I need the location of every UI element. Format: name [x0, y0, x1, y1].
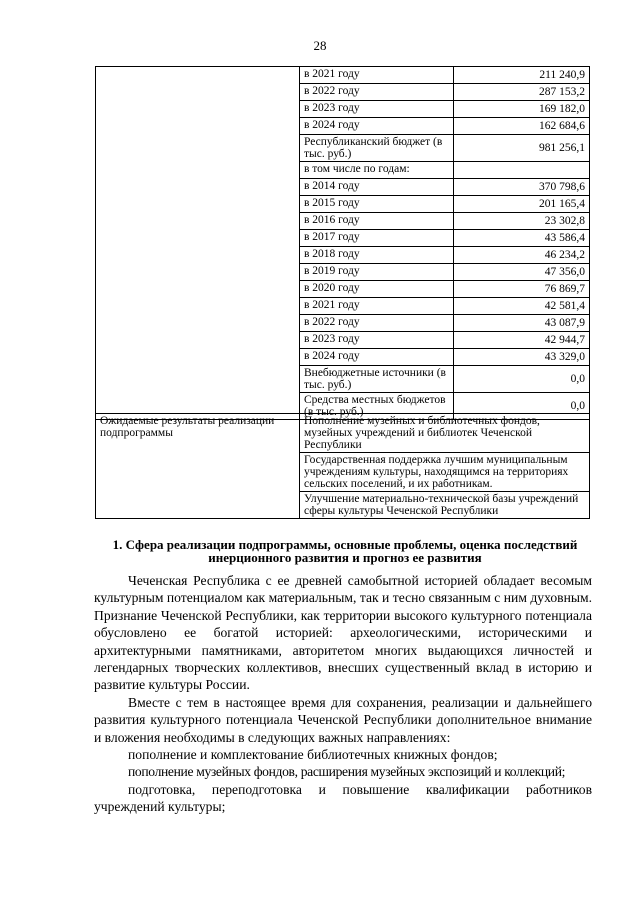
year-value: 201 165,4: [454, 196, 590, 213]
year-label: в 2019 году: [300, 264, 454, 281]
list-item: подготовка, переподготовка и повышение квалификации работников учреждений культуры;: [94, 781, 592, 815]
page-number: 28: [313, 38, 327, 53]
year-value: 42 944,7: [454, 332, 590, 349]
year-label: в 2016 году: [300, 213, 454, 230]
extrabudgetary-label: Внебюджетные источники (в тыс. руб.): [300, 366, 454, 393]
year-value: 43 087,9: [454, 315, 590, 332]
year-value: 43 586,4: [454, 230, 590, 247]
year-label: в 2023 году: [300, 332, 454, 349]
list-item: пополнение музейных фондов, расширения музейных экспозиций и коллекций;: [128, 764, 566, 780]
year-value: 43 329,0: [454, 349, 590, 366]
expected-result-item: Улучшение материально-технической базы учреждений сферы культуры Чеченской Республики: [300, 492, 590, 519]
including-label: в том числе по годам:: [300, 162, 454, 179]
paragraph: Чеченская Республика с ее древней самобытной историей обладает весомым культурным потенциалом как материальным, так и тесно связанным с ним духовным. Признание Чеченской Республики, как территории высокого культурного потенциала обусловлено ее богатой историей: археологическими, историческими и архитектурными памятниками, авторитетом многих выдающихся личностей и легендарных творческих коллективов, внесших существенный вклад в историю и развитие культуры России.: [94, 573, 592, 693]
year-label: в 2017 году: [300, 230, 454, 247]
republic-budget-value: 981 256,1: [454, 135, 590, 162]
local-budgets-label: Средства местных бюджетов (в тыс. руб.): [300, 393, 454, 420]
year-value: 287 153,2: [454, 84, 590, 101]
year-label: в 2014 году: [300, 179, 454, 196]
list-item: пополнение и комплектование библиотечных книжных фондов;: [128, 747, 498, 763]
expected-result-item: Пополнение музейных и библиотечных фондов, музейных учреждений и библиотек Чеченской Республики: [300, 414, 590, 453]
expected-results-label: Ожидаемые результаты реализации подпрограммы: [96, 414, 300, 519]
republic-budget-label: Республиканский бюджет (в тыс. руб.): [300, 135, 454, 162]
results-table: [95, 413, 590, 519]
year-label: в 2015 году: [300, 196, 454, 213]
table-row: [96, 67, 590, 84]
empty-label-cell: [96, 67, 300, 420]
year-value: 169 182,0: [454, 101, 590, 118]
year-value: 76 869,7: [454, 281, 590, 298]
year-label: в 2024 году: [300, 349, 454, 366]
year-label: в 2021 году: [300, 67, 454, 84]
year-label: в 2020 году: [300, 281, 454, 298]
funding-table: [95, 66, 590, 420]
extrabudgetary-value: 0,0: [454, 366, 590, 393]
table-row: [96, 414, 590, 453]
expected-result-item: Государственная поддержка лучшим муниципальным учреждениям культуры, находящимся на территориях сельских поселений, и их работникам.: [300, 453, 590, 492]
year-value: 47 356,0: [454, 264, 590, 281]
year-value: 211 240,9: [454, 67, 590, 84]
paragraph: Вместе с тем в настоящее время для сохранения, реализации и дальнейшего развития культурного потенциала Чеченской Республики дополнительное внимание и вложения необходимы в следующих важных направлениях:: [94, 694, 592, 745]
year-value: 370 798,6: [454, 179, 590, 196]
year-label: в 2024 году: [300, 118, 454, 135]
year-label: в 2018 году: [300, 247, 454, 264]
year-value: 42 581,4: [454, 298, 590, 315]
year-label: в 2021 году: [300, 298, 454, 315]
local-budgets-value: 0,0: [454, 393, 590, 420]
year-value: 46 234,2: [454, 247, 590, 264]
year-label: в 2022 году: [300, 315, 454, 332]
year-label: в 2023 году: [300, 101, 454, 118]
section-heading: 1. Сфера реализации подпрограммы, основные проблемы, оценка последствий инерционного развития и прогноз ее развития: [112, 537, 578, 565]
year-value: 23 302,8: [454, 213, 590, 230]
year-value: 162 684,6: [454, 118, 590, 135]
year-label: в 2022 году: [300, 84, 454, 101]
empty-value-cell: [454, 162, 590, 179]
section-body: [94, 572, 592, 816]
